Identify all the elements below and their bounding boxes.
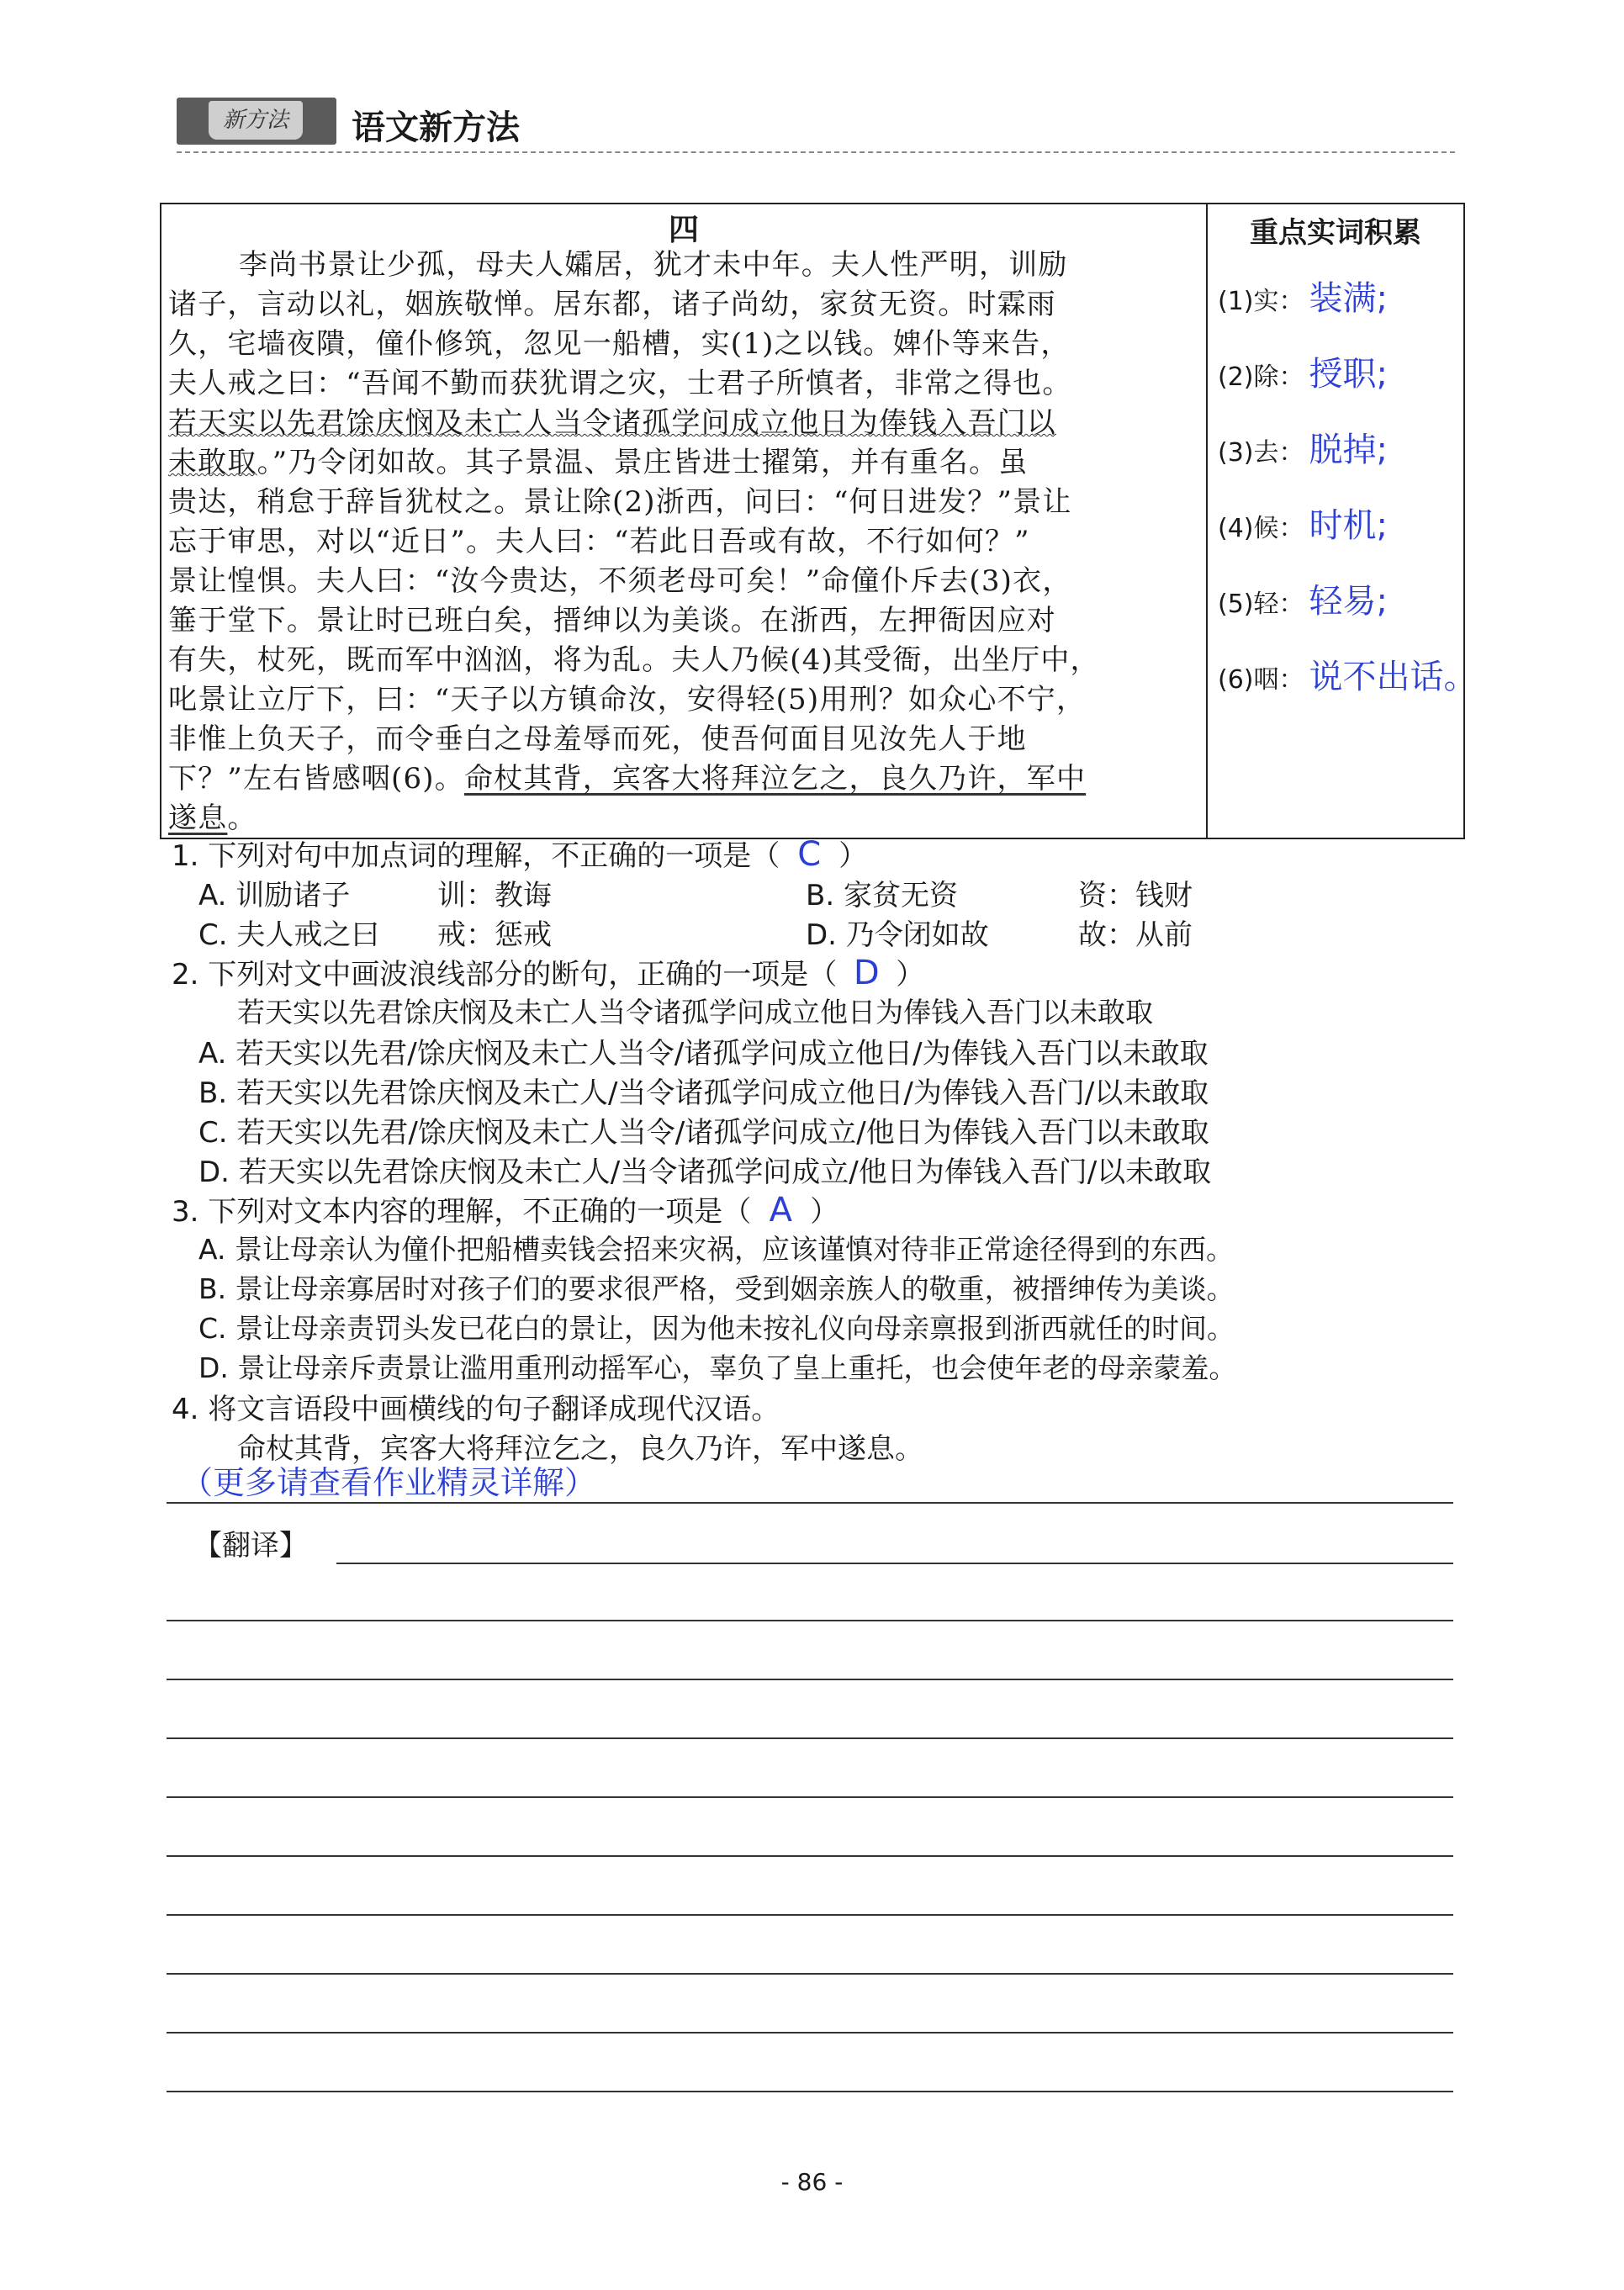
q1-gloss-c: 戒：惩戒 [437, 918, 552, 952]
question-3: 3. 下列对文本内容的理解，不正确的一项是（ A ） [172, 1191, 839, 1230]
passage-line: 景让惶惧。夫人曰：“汝今贵达，不须老母可矣！”命僮仆斥去(3)衣， [168, 564, 1072, 598]
book-title: 语文新方法 [352, 108, 520, 147]
passage-line: 忘于审思，对以“近日”。夫人曰：“若此日吾或有故，不行如何？” [168, 525, 1030, 558]
passage-line: 夫人戒之曰：“吾闻不勤而获犹谓之灾，士君子所慎者，非常之得也。 [168, 367, 1072, 400]
answer-line [167, 1914, 1453, 1916]
answer-mark: D [853, 954, 880, 992]
question-4: 4. 将文言语段中画横线的句子翻译成现代汉语。 [172, 1393, 780, 1426]
handwritten-answer: 装满; [1309, 279, 1388, 318]
answer-line [167, 2032, 1453, 2033]
passage-line-wavy: 若天实以先君馀庆悯及未亡人当令诸孤学问成立他日为俸钱入吾门以 [168, 406, 1056, 440]
passage-line: 诸子，言动以礼，姻族敬惮。居东都，诸子尚幼，家贫无资。时霖雨 [168, 288, 1056, 321]
vocab-item: (3)去： 脱掉; [1218, 431, 1388, 469]
q2-quote: 若天实以先君馀庆悯及未亡人当令诸孤学问成立他日为俸钱入吾门以未敢取 [237, 996, 1153, 1029]
q4-sentence: 命杖其背，宾客大将拜泣乞之，良久乃许，军中遂息。 [237, 1432, 923, 1466]
q2-option-d: D. 若天实以先君馀庆悯及未亡人/当令诸孤学问成立/他日为俸钱入吾门/以未敢取 [198, 1156, 1212, 1189]
answer-mark: A [769, 1191, 792, 1230]
answer-line [167, 1855, 1453, 1857]
passage-line: 有失，杖死，既而军中汹汹，将为乱。夫人乃候(4)其受衙，出坐厅中， [168, 643, 1100, 677]
translate-label: 【翻译】 [193, 1529, 308, 1563]
vocab-item: (4)候： 时机; [1218, 506, 1388, 545]
q1-option-b: B. 家贫无资 [806, 879, 958, 912]
vocab-item: (1)实： 装满; [1218, 279, 1388, 318]
book-icon [209, 101, 303, 140]
q1-gloss-b: 资：钱财 [1078, 879, 1193, 912]
handwritten-answer: 脱掉; [1309, 431, 1388, 469]
q1-option-a: A. 训励诸子 [198, 879, 351, 912]
answer-line [167, 1796, 1453, 1798]
vocab-item: (5)轻： 轻易; [1218, 582, 1388, 621]
brand-logo [177, 98, 336, 145]
passage-line: 久，宅墙夜隤，僮仆修筑，忽见一船槽，实(1)之以钱。婢仆等来告， [168, 327, 1071, 361]
vocab-sidebar [1208, 204, 1478, 838]
passage-line: 李尚书景让少孤，母夫人孀居，犹才未中年。夫人性严明，训励 [239, 248, 1068, 282]
vocab-item: (6)咽： 说不出话。 [1218, 658, 1478, 696]
q1-gloss-d: 故：从前 [1078, 918, 1193, 952]
passage-line: 下？”左右皆感咽(6)。命杖其背，宾客大将拜泣乞之，良久乃许，军中 [168, 762, 1087, 796]
q2-option-a: A. 若天实以先君/馀庆悯及未亡人当令/诸孤学问成立他日/为俸钱入吾门以未敢取 [198, 1037, 1209, 1071]
passage-line: 叱景让立厅下，曰：“天子以方镇命汝，安得轻(5)用刑？如众心不宁， [168, 683, 1087, 717]
q3-option-c: C. 景让母亲责罚头发已花白的景让，因为他未按礼仪向母亲禀报到浙西就任的时间。 [198, 1312, 1235, 1345]
passage-line: 未敢取。”乃令闭如故。其子景温、景庄皆进士擢第，并有重名。虽 [168, 446, 1029, 479]
q2-option-b: B. 若天实以先君馀庆悯及未亡人/当令诸孤学问成立他日/为俸钱入吾门/以未敢取 [198, 1076, 1209, 1110]
handwritten-answer: 说不出话。 [1309, 658, 1478, 696]
passage-line: 非惟上负天子，而令垂白之母羞辱而死，使吾何面目见汝先人于地 [168, 722, 1027, 756]
answer-mark: C [797, 835, 822, 874]
answer-line [336, 1563, 1453, 1564]
passage-line: 箠于堂下。景让时已班白矣，搢绅以为美谈。在浙西，左押衙因应对 [168, 604, 1056, 637]
logo-text: 新方法 [222, 108, 288, 133]
passage-main [161, 204, 1208, 838]
passage-line: 贵达，稍怠于辞旨犹杖之。景让除(2)浙西，问曰：“何日进发？”景让 [168, 485, 1072, 519]
vocab-item: (2)除： 授职; [1218, 355, 1388, 394]
question-1: 1. 下列对句中加点词的理解，不正确的一项是（ C ） [172, 835, 868, 874]
answer-line [167, 1679, 1453, 1680]
page-header [177, 91, 1455, 150]
answer-line [167, 1973, 1453, 1975]
question-2: 2. 下列对文中画波浪线部分的断句，正确的一项是（ D ） [172, 954, 925, 992]
q3-option-b: B. 景让母亲寡居时对孩子们的要求很严格，受到姻亲族人的敬重，被搢绅传为美谈。 [198, 1272, 1235, 1305]
handwritten-answer: 轻易; [1309, 582, 1388, 621]
answer-line [167, 2091, 1453, 2092]
answer-line [167, 1620, 1453, 1621]
handwritten-answer: 授职; [1309, 355, 1388, 394]
q2-option-c: C. 若天实以先君/馀庆悯及未亡人当令/诸孤学问成立/他日为俸钱入吾门以未敢取 [198, 1116, 1209, 1150]
answer-line [167, 1737, 1453, 1739]
handwritten-answer: 时机; [1309, 506, 1388, 545]
header-divider [177, 151, 1455, 153]
q1-option-d: D. 乃令闭如故 [806, 918, 989, 952]
q3-option-a: A. 景让母亲认为僮仆把船槽卖钱会招来灾祸，应该谨慎对待非正常途径得到的东西。 [198, 1233, 1234, 1266]
q1-option-c: C. 夫人戒之曰 [198, 918, 380, 952]
answer-line [167, 1502, 1453, 1504]
passage-title: 四 [668, 213, 699, 247]
vocab-title: 重点实词积累 [1250, 216, 1421, 250]
page-number: - 86 - [780, 2168, 844, 2196]
q3-option-d: D. 景让母亲斥责景让滥用重刑动摇军心，辜负了皇上重托，也会使年老的母亲蒙羞。 [198, 1351, 1237, 1384]
q1-gloss-a: 训：教诲 [437, 879, 552, 912]
more-details-note: （更多请查看作业精灵详解） [181, 1464, 597, 1501]
passage-line: 遂息。 [168, 801, 257, 835]
passage-table [160, 203, 1478, 839]
